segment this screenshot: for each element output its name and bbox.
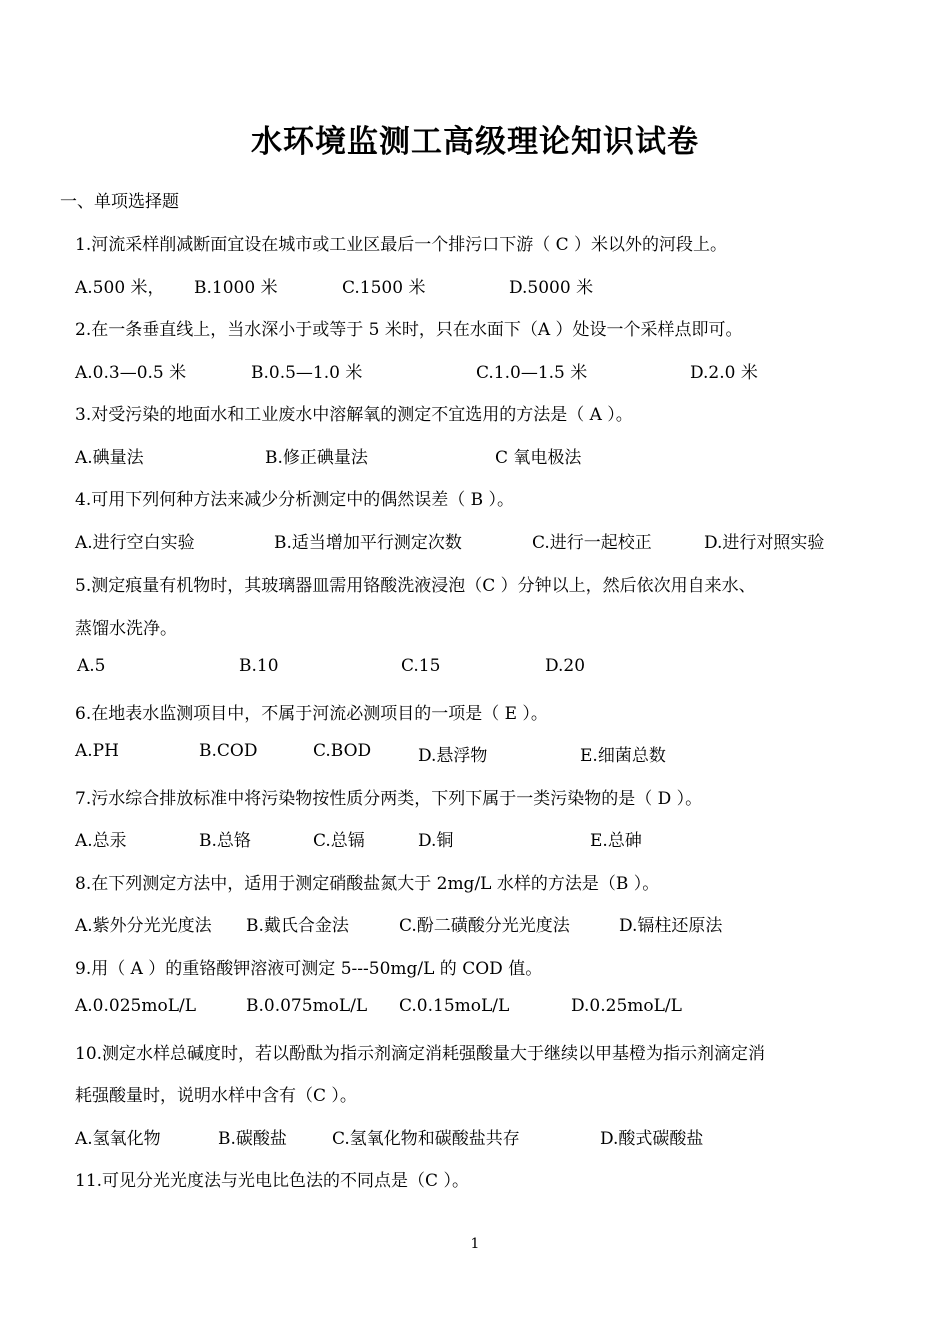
option: E.总砷 bbox=[590, 831, 642, 851]
option: D.20 bbox=[545, 656, 586, 676]
question-4: 4.可用下列何种方法来减少分析测定中的偶然误差（ B ）。 bbox=[75, 490, 515, 510]
option: A.5 bbox=[77, 656, 106, 676]
question-10: 10.测定水样总碱度时，若以酚酞为指示剂滴定消耗强酸量大于继续以甲基橙为指示剂滴定消 bbox=[75, 1044, 766, 1064]
question-1: 1.河流采样削减断面宜设在城市或工业区最后一个排污口下游（ C ）米以外的河段上。 bbox=[75, 235, 728, 255]
option: D.酸式碳酸盐 bbox=[600, 1129, 704, 1149]
option: B.0.075moL/L bbox=[246, 996, 368, 1016]
option: A.PH bbox=[75, 741, 119, 761]
question-5: 5.测定痕量有机物时，其玻璃器皿需用铬酸洗液浸泡（C ）分钟以上，然后依次用自来水、 bbox=[75, 576, 756, 596]
question-10-options bbox=[75, 1124, 875, 1148]
option: C.1.0—1.5 米 bbox=[476, 363, 588, 383]
option: B.总铬 bbox=[199, 831, 251, 851]
question-11: 11.可见分光光度法与光电比色法的不同点是（C ）。 bbox=[75, 1171, 469, 1191]
question-7: 7.污水综合排放标准中将污染物按性质分两类，下列下属于一类污染物的是（ D ）。 bbox=[75, 789, 703, 809]
question-9: 9.用（ A ）的重铬酸钾溶液可测定 5---50mg/L 的 COD 值。 bbox=[75, 959, 543, 979]
section-heading: 一、单项选择题 bbox=[60, 192, 179, 212]
option: D.铜 bbox=[418, 831, 454, 851]
option: D.2.0 米 bbox=[690, 363, 758, 383]
option: C.15 bbox=[401, 656, 441, 676]
option: D.进行对照实验 bbox=[704, 533, 825, 553]
page-number: 1 bbox=[470, 1236, 480, 1252]
option: B.1000 米 bbox=[194, 278, 278, 298]
question-8: 8.在下列测定方法中，适用于测定硝酸盐氮大于 2mg/L 水样的方法是（B ）。 bbox=[75, 874, 660, 894]
option: A.0.025moL/L bbox=[75, 996, 197, 1016]
question-2-options bbox=[75, 358, 875, 382]
option: B.碳酸盐 bbox=[218, 1129, 287, 1149]
option: C.1500 米 bbox=[342, 278, 426, 298]
option: D.镉柱还原法 bbox=[619, 916, 723, 936]
option: C.BOD bbox=[313, 741, 372, 761]
option: A.氢氧化物 bbox=[75, 1129, 161, 1149]
question-7-options bbox=[75, 826, 875, 850]
option: E.细菌总数 bbox=[580, 746, 666, 766]
option: A.总汞 bbox=[75, 831, 127, 851]
option: C.总镉 bbox=[313, 831, 365, 851]
question-10-continued: 耗强酸量时，说明水样中含有（C ）。 bbox=[75, 1086, 357, 1106]
option: A.500 米， bbox=[75, 278, 165, 298]
question-6: 6.在地表水监测项目中，不属于河流必测项目的一项是（ E ）。 bbox=[75, 704, 548, 724]
option: C 氧电极法 bbox=[495, 448, 582, 468]
question-3: 3.对受污染的地面水和工业废水中溶解氧的测定不宜选用的方法是（ A ）。 bbox=[75, 405, 633, 425]
option: A.紫外分光光度法 bbox=[75, 916, 212, 936]
option: C.0.15moL/L bbox=[399, 996, 510, 1016]
option: A.碘量法 bbox=[75, 448, 144, 468]
question-8-options bbox=[75, 911, 875, 935]
option: B.10 bbox=[239, 656, 279, 676]
question-5-continued: 蒸馏水洗净。 bbox=[75, 619, 177, 639]
option: B.0.5—1.0 米 bbox=[251, 363, 363, 383]
option: C.氢氧化物和碳酸盐共存 bbox=[332, 1129, 520, 1149]
question-2: 2.在一条垂直线上，当水深小于或等于 5 米时，只在水面下（A ）处设一个采样点即可。 bbox=[75, 320, 743, 340]
page-title: 水环境监测工高级理论知识试卷 bbox=[251, 124, 699, 160]
option: B.戴氏合金法 bbox=[246, 916, 349, 936]
question-9-options bbox=[75, 996, 875, 1020]
option: D.0.25moL/L bbox=[571, 996, 682, 1016]
question-1-options bbox=[75, 273, 875, 297]
question-5-options bbox=[75, 656, 875, 680]
option: B.适当增加平行测定次数 bbox=[274, 533, 462, 553]
option: D.悬浮物 bbox=[418, 746, 488, 766]
option: C.进行一起校正 bbox=[532, 533, 652, 553]
question-3-options bbox=[75, 443, 875, 467]
option: B.修正碘量法 bbox=[265, 448, 368, 468]
question-6-options bbox=[75, 741, 875, 765]
question-4-options bbox=[75, 528, 875, 552]
option: A.进行空白实验 bbox=[75, 533, 195, 553]
option: C.酚二磺酸分光光度法 bbox=[399, 916, 570, 936]
option: D.5000 米 bbox=[509, 278, 594, 298]
option: B.COD bbox=[199, 741, 258, 761]
option: A.0.3—0.5 米 bbox=[75, 363, 187, 383]
